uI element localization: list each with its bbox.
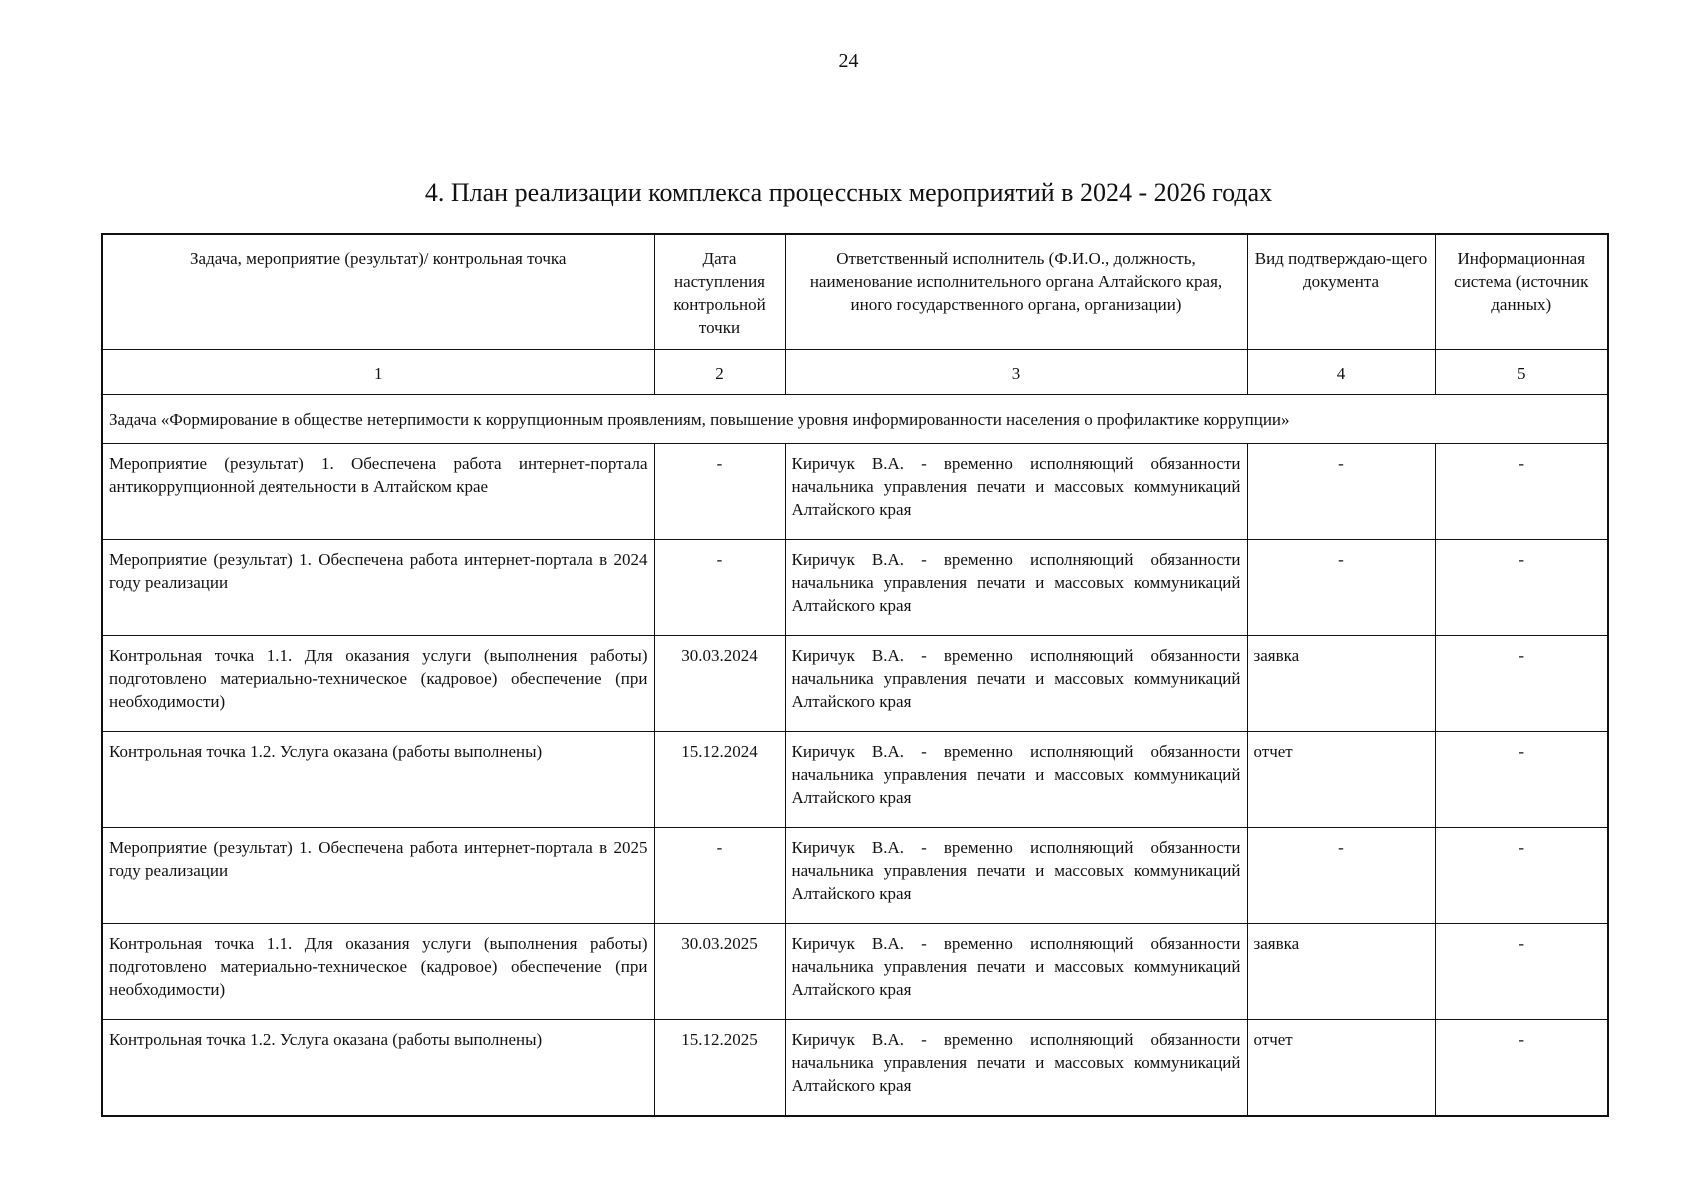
executor-cell: Киричук В.А. - временно исполняющий обязанности начальника управления печати и массовых коммуникаций Алтайского края [785,828,1247,924]
document-cell: - [1247,828,1435,924]
document-cell: заявка [1247,924,1435,1020]
item-cell: Контрольная точка 1.2. Услуга оказана (работы выполнены) [102,1020,654,1117]
executor-cell: Киричук В.А. - временно исполняющий обязанности начальника управления печати и массовых коммуникаций Алтайского края [785,444,1247,540]
document-cell: отчет [1247,732,1435,828]
table-row [102,828,1608,924]
system-cell: - [1435,828,1608,924]
document-cell: - [1247,540,1435,636]
system-cell: - [1435,444,1608,540]
item-cell: Мероприятие (результат) 1. Обеспечена работа интернет-портала в 2025 году реализации [102,828,654,924]
header-cell: Задача, мероприятие (результат)/ контрольная точка [102,234,654,350]
column-number: 5 [1435,350,1608,395]
item-cell: Мероприятие (результат) 1. Обеспечена работа интернет-портала в 2024 году реализации [102,540,654,636]
system-cell: - [1435,924,1608,1020]
table-row [102,444,1608,540]
column-number-row [102,350,1608,395]
system-cell: - [1435,732,1608,828]
date-cell: - [654,540,785,636]
header-cell: Информационная система (источник данных) [1435,234,1608,350]
date-cell: - [654,444,785,540]
item-cell: Контрольная точка 1.2. Услуга оказана (работы выполнены) [102,732,654,828]
executor-cell: Киричук В.А. - временно исполняющий обязанности начальника управления печати и массовых коммуникаций Алтайского края [785,540,1247,636]
column-number: 2 [654,350,785,395]
column-number: 4 [1247,350,1435,395]
header-cell: Вид подтверждаю-щего документа [1247,234,1435,350]
document-cell: заявка [1247,636,1435,732]
plan-table [101,233,1609,1117]
table-row [102,924,1608,1020]
executor-cell: Киричук В.А. - временно исполняющий обязанности начальника управления печати и массовых коммуникаций Алтайского края [785,732,1247,828]
date-cell: 15.12.2024 [654,732,785,828]
item-cell: Контрольная точка 1.1. Для оказания услуги (выполнения работы) подготовлено материально-техническое (кадровое) обеспечение (при необходимости) [102,924,654,1020]
task-cell: Задача «Формирование в обществе нетерпимости к коррупционным проявлениям, повышение уровня информированности населения о профилактике коррупции» [102,395,1608,444]
header-row [102,234,1608,350]
system-cell: - [1435,636,1608,732]
table-row [102,636,1608,732]
date-cell: 30.03.2024 [654,636,785,732]
header-cell: Дата наступления контрольной точки [654,234,785,350]
executor-cell: Киричук В.А. - временно исполняющий обязанности начальника управления печати и массовых коммуникаций Алтайского края [785,924,1247,1020]
date-cell: 15.12.2025 [654,1020,785,1117]
table-row [102,540,1608,636]
system-cell: - [1435,540,1608,636]
document-cell: отчет [1247,1020,1435,1117]
item-cell: Контрольная точка 1.1. Для оказания услуги (выполнения работы) подготовлено материально-техническое (кадровое) обеспечение (при необходимости) [102,636,654,732]
document-title: 4. План реализации комплекса процессных мероприятий в 2024 - 2026 годах [424,178,1273,207]
item-cell: Мероприятие (результат) 1. Обеспечена работа интернет-портала антикоррупционной деятельности в Алтайском крае [102,444,654,540]
document-cell: - [1247,444,1435,540]
page-number: 24 [838,50,859,72]
system-cell: - [1435,1020,1608,1117]
table-row [102,1020,1608,1117]
date-cell: - [654,828,785,924]
column-number: 3 [785,350,1247,395]
table-row [102,732,1608,828]
column-number: 1 [102,350,654,395]
executor-cell: Киричук В.А. - временно исполняющий обязанности начальника управления печати и массовых коммуникаций Алтайского края [785,636,1247,732]
executor-cell: Киричук В.А. - временно исполняющий обязанности начальника управления печати и массовых коммуникаций Алтайского края [785,1020,1247,1117]
date-cell: 30.03.2025 [654,924,785,1020]
header-cell: Ответственный исполнитель (Ф.И.О., должность, наименование исполнительного органа Алтайского края, иного государственного органа, организации) [785,234,1247,350]
task-row [102,395,1608,444]
